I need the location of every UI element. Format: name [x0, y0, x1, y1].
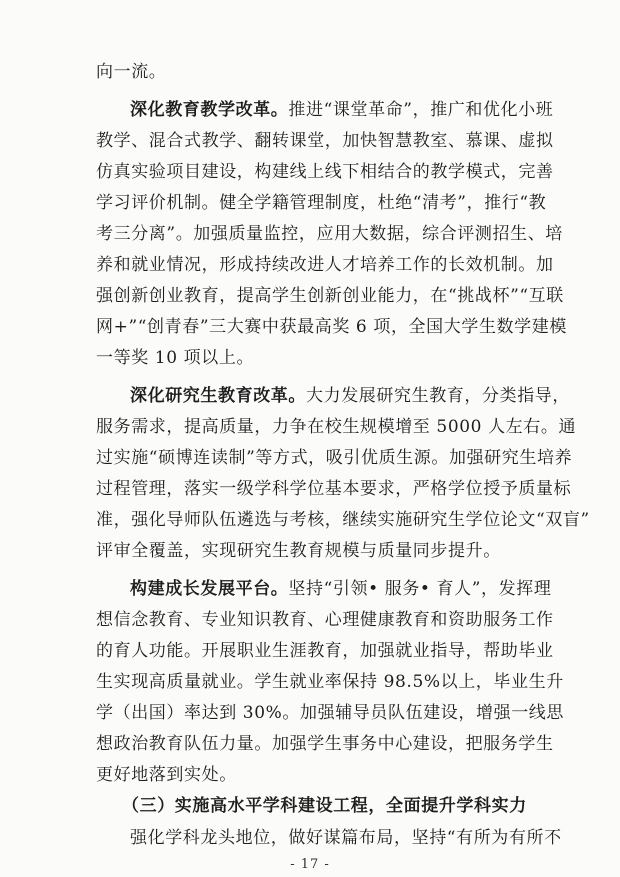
text-line: 向一流。: [96, 62, 167, 82]
text-line: 学习评价机制。健全学籍管理制度，杜绝“清考”，推行“教: [96, 193, 547, 213]
section-heading: （三）实施高水平学科建设工程，全面提升学科实力: [122, 796, 527, 816]
text-line: 过实施“硕博连读制”等方式，吸引优质生源。加强研究生培养: [96, 448, 573, 468]
text-line: 网+”“创青春”三大赛中获最高奖 6 项，全国大学生数学建模: [96, 317, 567, 337]
text-line: 更好地落到实处。: [96, 765, 237, 785]
inline-heading: 深化研究生教育改革。: [130, 386, 306, 406]
text-line: 仿真实验项目建设，构建线上线下相结合的教学模式，完善: [96, 162, 554, 182]
text-line: 过程管理，落实一级学科学位基本要求，严格学位授予质量标: [96, 479, 572, 499]
text-line: 想信念教育、专业知识教育、心理健康教育和资助服务工作: [96, 610, 554, 630]
text-line: 的育人功能。开展职业生涯教育，加强就业指导，帮助毕业: [96, 641, 554, 661]
paragraph-heading-line: 深化教育教学改革。推进“课堂革命”，推广和优化小班: [130, 100, 554, 120]
text-line: 强化学科龙头地位，做好谋篇布局，坚持“有所为有所不: [130, 828, 562, 848]
text-line: 学（出国）率达到 30%。加强辅导员队伍建设，增强一线思: [96, 703, 564, 723]
text-line: 评审全覆盖，实现研究生教育规模与质量同步提升。: [96, 541, 501, 561]
text-line: 准，强化导师队伍遴选与考核，继续实施研究生学位论文“双盲”: [96, 510, 590, 530]
inline-heading: 构建成长发展平台。: [130, 579, 289, 599]
text-line: 强创新创业教育，提高学生创新创业能力，在“挑战杯”“互联: [96, 286, 564, 306]
text-line: 一等奖 10 项以上。: [96, 348, 255, 368]
text-line: 生实现高质量就业。学生就业率保持 98.5%以上，毕业生升: [96, 672, 564, 692]
paragraph-heading-line: 构建成长发展平台。坚持“引领• 服务• 育人”，发挥理: [130, 579, 552, 599]
inline-heading: 深化教育教学改革。: [130, 100, 289, 120]
text-line: 养和就业情况，形成持续改进人才培养工作的长效机制。加: [96, 255, 554, 275]
text-line: 想政治教育队伍力量。加强学生事务中心建设，把服务学生: [96, 734, 554, 754]
page-number: - 17 -: [290, 857, 330, 872]
paragraph-heading-line: 深化研究生教育改革。大力发展研究生教育，分类指导，: [130, 386, 570, 406]
text-line: 服务需求，提高质量，力争在校生规模增至 5000 人左右。通: [96, 417, 577, 437]
text-line: 教学、混合式教学、翻转课堂，加快智慧教室、慕课、虚拟: [96, 131, 554, 151]
text-line: 考三分离”。加强质量监控，应用大数据，综合评测招生、培: [96, 224, 563, 244]
